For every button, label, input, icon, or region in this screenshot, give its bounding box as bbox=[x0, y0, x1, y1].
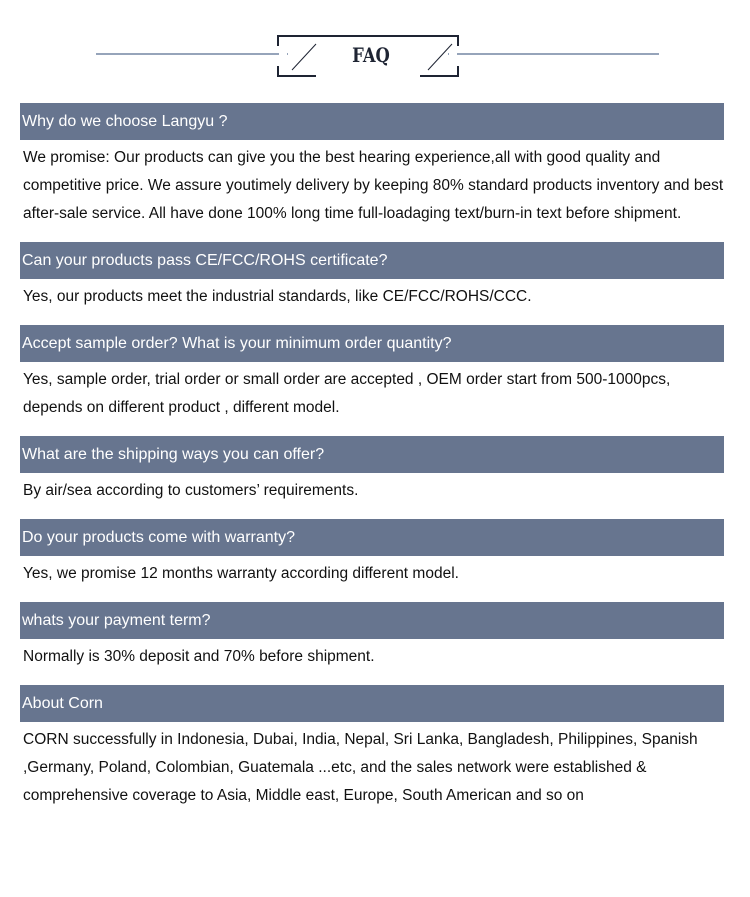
faq-item bbox=[20, 325, 724, 422]
faq-question: Do your products come with warranty? bbox=[20, 519, 724, 556]
faq-question: About Corn bbox=[20, 685, 724, 722]
page-title: FAQ bbox=[352, 43, 390, 67]
faq-item bbox=[20, 103, 724, 228]
left-slash bbox=[292, 44, 316, 70]
faq-answer: Normally is 30% deposit and 70% before shipment. bbox=[23, 648, 375, 665]
faq-answer: Yes, sample order, trial order or small order are accepted , OEM order start from 500-1000pcs, depends on different product , different model. bbox=[23, 371, 671, 416]
faq-answer: We promise: Our products can give you the best hearing experience,all with good quality and competitive price. We assure youtimely delivery by keeping 80% standard products inventory and best after-sale service. All have done 100% long time full-loadaging text/burn-in text before shipment. bbox=[23, 149, 724, 222]
right-slash bbox=[428, 44, 452, 70]
faq-question: Why do we choose Langyu ? bbox=[20, 103, 724, 140]
faq-banner bbox=[0, 30, 750, 80]
faq-answer: By air/sea according to customers’ requirements. bbox=[23, 482, 359, 499]
faq-question: Can your products pass CE/FCC/ROHS certificate? bbox=[20, 242, 724, 279]
faq-question: What are the shipping ways you can offer? bbox=[20, 436, 724, 473]
faq-answer: CORN successfully in Indonesia, Dubai, India, Nepal, Sri Lanka, Bangladesh, Philippines, Spanish ,Germany, Poland, Colombian, Guatemala ...etc, and the sales network were established & comprehensive coverage to Asia, Middle east, Europe, South American and so on bbox=[23, 731, 698, 804]
faq-item bbox=[20, 519, 724, 588]
faq-item bbox=[20, 242, 724, 311]
faq-item bbox=[20, 436, 724, 505]
faq-question: whats your payment term? bbox=[20, 602, 724, 639]
faq-item bbox=[20, 685, 724, 810]
faq-list bbox=[20, 103, 724, 810]
faq-item bbox=[20, 602, 724, 671]
faq-answer: Yes, our products meet the industrial standards, like CE/FCC/ROHS/CCC. bbox=[23, 288, 532, 305]
faq-question: Accept sample order? What is your minimum order quantity? bbox=[20, 325, 724, 362]
faq-answer: Yes, we promise 12 months warranty according different model. bbox=[23, 565, 459, 582]
